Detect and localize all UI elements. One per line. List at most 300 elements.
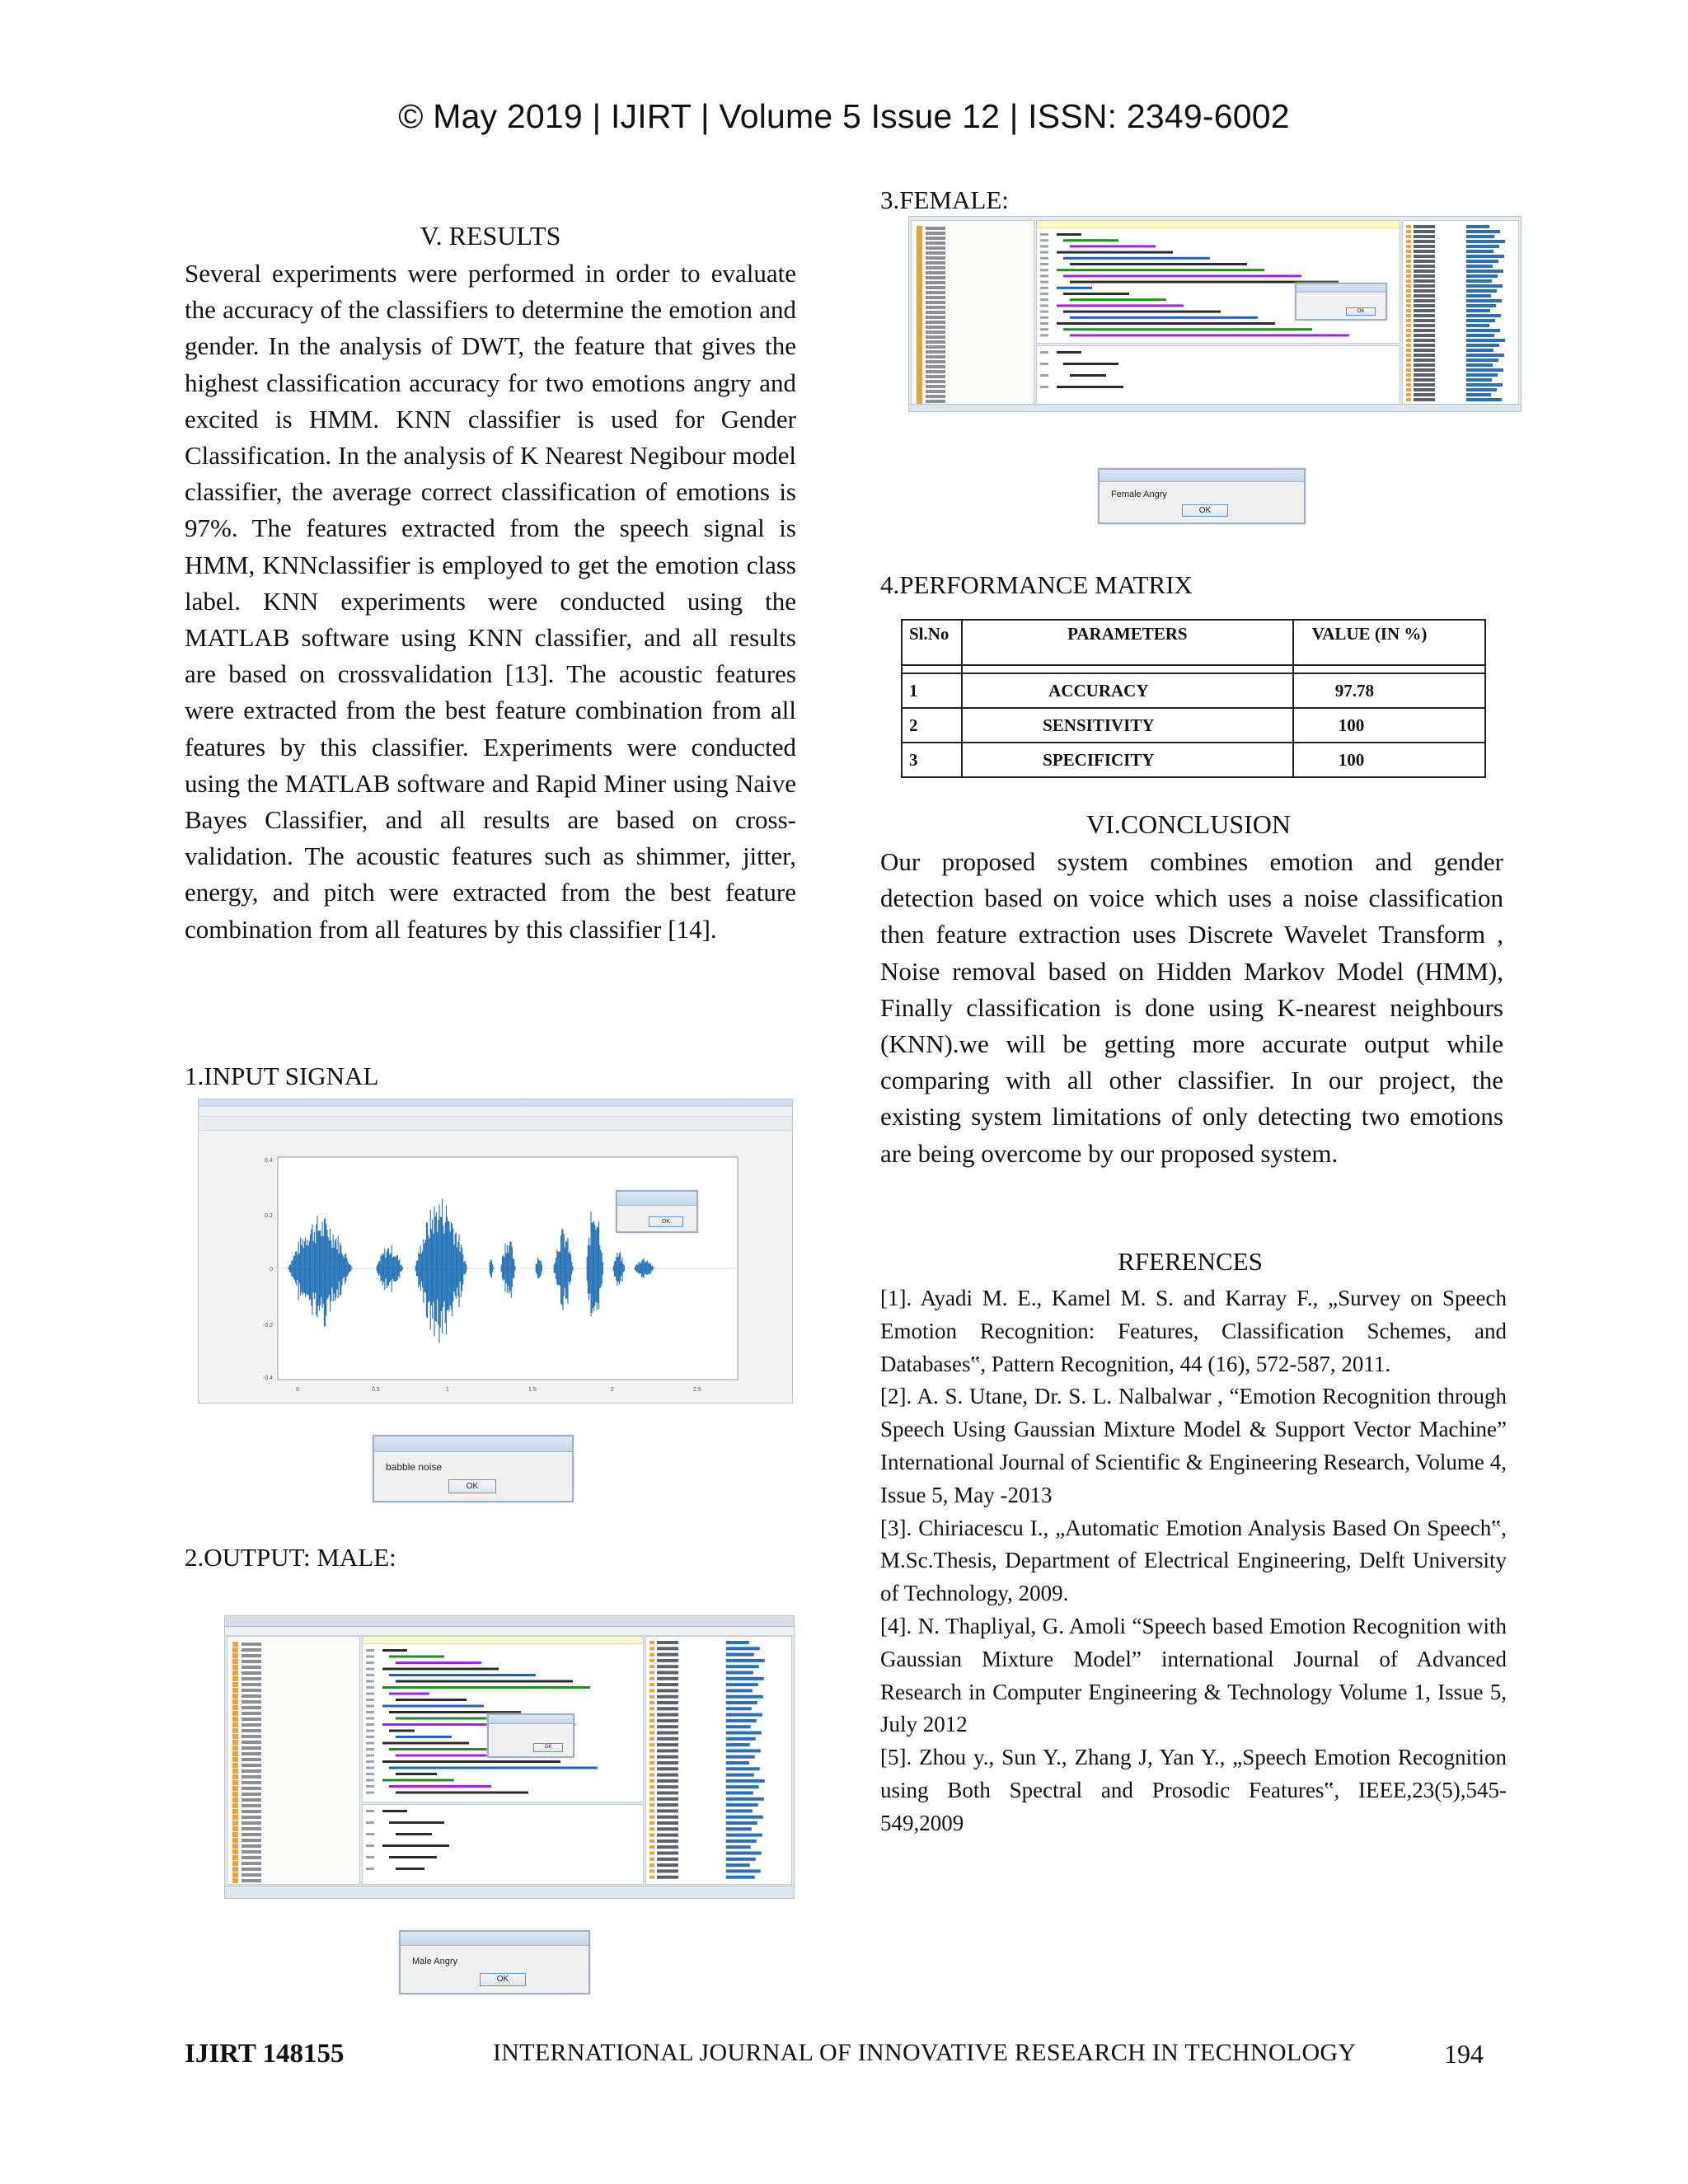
line-number — [366, 1711, 374, 1713]
file-icon — [917, 354, 922, 359]
file-name — [926, 276, 945, 279]
file-name — [241, 1827, 261, 1830]
var-name — [657, 1755, 678, 1759]
file-name — [926, 266, 945, 269]
file-name — [926, 340, 945, 344]
line-number — [366, 1661, 374, 1664]
file-icon — [917, 226, 922, 231]
ok-button[interactable]: OK — [480, 1973, 526, 1986]
var-icon — [1406, 225, 1411, 228]
code-line — [1063, 293, 1129, 295]
file-name — [926, 256, 945, 260]
var-icon — [1406, 314, 1411, 317]
code-line — [1063, 328, 1312, 330]
workspace-panel — [646, 1637, 791, 1884]
input-signal-label: 1.INPUT SIGNAL — [185, 1062, 379, 1090]
file-icon — [232, 1728, 238, 1733]
var-name — [1414, 284, 1435, 288]
var-icon — [649, 1779, 654, 1783]
var-value — [726, 1785, 759, 1788]
var-name — [1414, 368, 1435, 372]
var-value — [1466, 240, 1505, 243]
code-line — [1057, 269, 1264, 271]
file-icon — [232, 1676, 238, 1681]
var-value — [1466, 378, 1492, 382]
svg-text:0: 0 — [270, 1267, 273, 1272]
var-name — [1414, 299, 1435, 302]
svg-text:0.5: 0.5 — [372, 1387, 380, 1393]
var-icon — [649, 1749, 654, 1752]
file-icon — [232, 1821, 238, 1825]
reference-item: [4]. N. Thapliyal, G. Amoli “Speech based Emotion Recognition with Gaussian Mixture Model” international Journal of Advanced Research in Computer Engineering & Technology Volume 1, Issue 5, July 2012 — [880, 1613, 1507, 1737]
code-line — [389, 1767, 598, 1769]
file-name — [926, 345, 945, 349]
var-name — [1414, 383, 1435, 387]
code-line — [382, 1649, 407, 1652]
file-icon — [232, 1792, 238, 1797]
code-line — [396, 1736, 452, 1738]
line-number — [1040, 251, 1048, 254]
file-name — [241, 1729, 261, 1732]
file-name — [241, 1723, 261, 1727]
var-name — [657, 1677, 678, 1680]
var-icon — [1406, 309, 1411, 312]
var-name — [1414, 378, 1435, 382]
file-name — [241, 1781, 261, 1784]
line-number — [366, 1748, 374, 1750]
svg-text:0.2: 0.2 — [265, 1213, 273, 1219]
file-icon — [917, 300, 922, 305]
line-number — [366, 1705, 374, 1708]
var-name — [657, 1732, 678, 1735]
var-name — [657, 1695, 678, 1699]
file-icon — [232, 1769, 238, 1774]
file-name — [926, 390, 945, 393]
line-number — [1040, 281, 1048, 284]
line-number — [1040, 334, 1048, 336]
var-icon — [649, 1816, 654, 1819]
file-name — [241, 1666, 261, 1669]
file-icon — [232, 1688, 238, 1693]
file-name — [241, 1718, 261, 1721]
var-value — [1466, 383, 1503, 387]
var-name — [657, 1749, 678, 1752]
var-icon — [649, 1863, 654, 1867]
row-value: 100 — [1293, 708, 1485, 743]
code-line — [1063, 239, 1118, 241]
file-name — [241, 1671, 261, 1675]
file-name — [241, 1700, 261, 1704]
line-number — [1040, 328, 1048, 330]
line-number — [1040, 311, 1048, 313]
file-name — [926, 316, 945, 319]
file-name — [926, 246, 945, 250]
file-icon — [232, 1659, 238, 1664]
row-value: 100 — [1293, 743, 1485, 777]
var-name — [657, 1647, 678, 1650]
var-value — [1466, 279, 1492, 283]
code-line — [1057, 233, 1081, 236]
table-row — [902, 743, 1485, 777]
line-number — [366, 1668, 374, 1671]
var-icon — [649, 1732, 654, 1735]
var-name — [1414, 255, 1435, 258]
var-value — [726, 1845, 751, 1849]
var-name — [1414, 344, 1435, 347]
file-icon — [917, 369, 922, 374]
svg-text:2.5: 2.5 — [693, 1387, 701, 1393]
var-value — [726, 1743, 750, 1746]
code-line — [396, 1699, 467, 1701]
var-icon — [649, 1707, 654, 1710]
babble-noise-dialog — [373, 1435, 574, 1502]
file-name — [926, 237, 945, 240]
var-value — [1466, 284, 1503, 288]
var-name — [657, 1785, 678, 1788]
var-name — [657, 1689, 678, 1692]
var-value — [726, 1797, 764, 1801]
file-icon — [232, 1838, 238, 1843]
line-number — [366, 1810, 374, 1812]
svg-text:0: 0 — [296, 1387, 299, 1393]
var-icon — [1406, 284, 1411, 288]
code-line — [396, 1773, 437, 1775]
file-icon — [232, 1711, 238, 1716]
var-value — [726, 1701, 757, 1704]
var-icon — [649, 1827, 654, 1830]
line-number — [1040, 316, 1048, 319]
ok-button[interactable]: OK — [1182, 504, 1228, 517]
row-slno: 2 — [902, 708, 962, 743]
file-icon — [232, 1740, 238, 1745]
file-name — [926, 227, 945, 230]
var-value — [726, 1803, 758, 1807]
conclusion-paragraph: Our proposed system combines emotion and gender detection based on voice which uses a noise classification then feature extraction uses Discrete Wavelet Transform , Noise removal based on Hidden Markov Model (HMM), Finally classification is done using K-nearest neighbours (KNN).we will be getting more accurate output while comparing with all other classifier. In our project, the existing system limitations of only detecting two emotions are being overcome by our proposed system. — [880, 847, 1503, 1168]
var-name — [1414, 354, 1435, 357]
file-name — [926, 291, 945, 294]
line-number — [366, 1868, 374, 1870]
code-line — [1070, 263, 1247, 265]
code-line — [396, 1680, 573, 1683]
svg-text:0.4: 0.4 — [265, 1158, 273, 1164]
code-line — [389, 1856, 437, 1858]
file-icon — [232, 1780, 238, 1785]
file-name — [241, 1850, 261, 1854]
file-name — [926, 365, 945, 368]
performance-table — [901, 619, 1486, 778]
var-icon — [649, 1719, 654, 1722]
file-icon — [917, 349, 922, 354]
var-name — [657, 1840, 678, 1843]
var-icon — [1406, 235, 1411, 238]
header-parameters: PARAMETERS — [962, 620, 1293, 665]
file-icon — [917, 394, 922, 399]
line-number — [1040, 298, 1048, 301]
var-icon — [1406, 274, 1411, 278]
var-value — [726, 1737, 756, 1741]
file-name — [926, 286, 945, 289]
file-icon — [917, 325, 922, 330]
file-name — [241, 1694, 261, 1698]
row-slno: 3 — [902, 743, 962, 777]
var-name — [1414, 339, 1435, 342]
var-icon — [1406, 250, 1411, 253]
var-icon — [1406, 319, 1411, 322]
file-icon — [232, 1717, 238, 1722]
file-icon — [917, 335, 922, 340]
file-icon — [917, 359, 922, 364]
var-icon — [649, 1834, 654, 1837]
file-icon — [232, 1763, 238, 1768]
var-icon — [1406, 378, 1411, 382]
file-icon — [917, 310, 922, 315]
file-icon — [232, 1861, 238, 1866]
var-value — [1466, 314, 1501, 317]
file-name — [241, 1810, 261, 1813]
file-icon — [917, 285, 922, 290]
file-icon — [917, 315, 922, 320]
line-number — [366, 1718, 374, 1720]
code-line — [382, 1760, 560, 1763]
file-name — [241, 1764, 261, 1767]
small-result-dialog: OK — [1295, 283, 1387, 321]
code-line — [389, 1821, 444, 1824]
file-icon — [232, 1699, 238, 1704]
file-list-panel — [912, 221, 1034, 404]
var-value — [726, 1677, 764, 1680]
file-name — [241, 1648, 261, 1652]
var-icon — [649, 1845, 654, 1849]
var-name — [1414, 334, 1435, 337]
var-icon — [1406, 265, 1411, 268]
var-name — [657, 1659, 678, 1662]
var-value — [1466, 255, 1504, 258]
file-name — [926, 360, 945, 363]
line-number — [1040, 239, 1048, 241]
code-line — [1070, 245, 1156, 247]
file-icon — [232, 1757, 238, 1762]
var-value — [726, 1852, 762, 1855]
var-value — [1466, 393, 1491, 396]
var-value — [1466, 344, 1499, 347]
line-number — [366, 1844, 374, 1847]
file-name — [241, 1677, 261, 1680]
code-line — [1070, 334, 1349, 336]
var-name — [1414, 329, 1435, 332]
code-line — [1057, 304, 1184, 307]
var-value — [726, 1671, 753, 1675]
var-value — [1466, 289, 1497, 293]
code-line — [396, 1833, 432, 1835]
file-name — [926, 380, 945, 383]
var-name — [1414, 398, 1435, 401]
file-name — [241, 1868, 261, 1871]
file-name — [926, 375, 945, 378]
file-name — [241, 1752, 261, 1755]
file-name — [926, 232, 945, 235]
file-name — [926, 321, 945, 324]
file-name — [241, 1856, 261, 1859]
line-number — [366, 1680, 374, 1683]
var-name — [1414, 250, 1435, 253]
line-number — [366, 1856, 374, 1858]
file-icon — [232, 1694, 238, 1699]
var-icon — [649, 1659, 654, 1662]
var-icon — [1406, 269, 1411, 273]
header-slno: Sl.No — [902, 620, 962, 665]
var-name — [657, 1671, 678, 1675]
file-list-panel — [227, 1637, 359, 1884]
file-icon — [232, 1751, 238, 1756]
results-paragraph: Several experiments were performed in order to evaluate the accuracy of the classifiers to determine the emotion and gender. In the analysis of DWT, the feature that gives the highest classification accuracy for two emotions angry and excited is HMM. KNN classifier is used for Gender Classification. In the analysis of K Nearest Negibour model classifier, the average correct classification of emotions is 97%. The features extracted from the speech signal is HMM, KNNclassifier is employed to get the emotion class label. KNN experiments were conducted using the MATLAB software using KNN classifier, and all results are based on crossvalidation [13]. The acoustic features were extracted from the best feature combination from all features by this classifier. Experiments were conducted using the MATLAB software and Rapid Miner using Naive Bayes Classifier, and all results are based on cross-validation. The acoustic features such as shimmer, jitter, energy, and pitch were extracted from the best feature combination from all features by this classifier [14]. — [185, 259, 796, 944]
var-name — [1414, 363, 1435, 367]
reference-item: [1]. Ayadi M. E., Kamel M. S. and Karray F., „Survey on Speech Emotion Recognition: Features, Classification Schemes, and Databases‟, Pattern Recognition, 44 (16), 572-587, 2011. — [880, 1286, 1507, 1376]
line-number — [1040, 386, 1048, 388]
file-icon — [232, 1855, 238, 1860]
var-name — [657, 1852, 678, 1855]
file-name — [241, 1758, 261, 1761]
var-name — [657, 1725, 678, 1728]
var-icon — [1406, 354, 1411, 357]
file-icon — [917, 379, 922, 384]
var-value — [726, 1834, 762, 1837]
var-value — [1466, 354, 1504, 357]
var-name — [657, 1701, 678, 1704]
code-line — [1070, 316, 1258, 319]
file-icon — [232, 1786, 238, 1791]
file-name — [926, 311, 945, 314]
file-name — [241, 1862, 261, 1865]
var-icon — [649, 1653, 654, 1657]
line-number — [1040, 374, 1048, 377]
code-line — [389, 1656, 444, 1658]
file-name — [241, 1746, 261, 1750]
line-number — [366, 1767, 374, 1769]
var-value — [726, 1761, 749, 1765]
header-value: VALUE (IN %) — [1293, 620, 1485, 665]
var-icon — [1406, 398, 1411, 401]
code-line — [1057, 251, 1173, 254]
footer-journal-name: INTERNATIONAL JOURNAL OF INNOVATIVE RESEARCH IN TECHNOLOGY — [493, 2039, 1357, 2066]
var-icon — [649, 1701, 654, 1704]
var-icon — [649, 1785, 654, 1788]
file-icon — [917, 280, 922, 285]
var-name — [1414, 349, 1435, 352]
var-name — [657, 1803, 678, 1807]
var-icon — [649, 1840, 654, 1843]
var-name — [657, 1743, 678, 1746]
file-name — [241, 1793, 261, 1796]
file-name — [241, 1689, 261, 1692]
var-name — [657, 1858, 678, 1861]
file-name — [926, 370, 945, 373]
file-icon — [917, 231, 922, 236]
var-icon — [649, 1858, 654, 1861]
file-icon — [917, 389, 922, 394]
file-icon — [232, 1642, 238, 1647]
file-icon — [917, 265, 922, 270]
var-value — [726, 1749, 761, 1752]
file-icon — [232, 1653, 238, 1658]
results-heading: V. RESULTS — [420, 221, 561, 251]
var-name — [1414, 260, 1435, 263]
var-value — [726, 1809, 753, 1812]
command-window-panel — [1037, 346, 1400, 404]
var-name — [1414, 235, 1435, 238]
code-line — [382, 1705, 484, 1708]
var-value — [726, 1779, 765, 1783]
file-name — [241, 1879, 261, 1882]
var-value — [726, 1641, 749, 1644]
var-name — [657, 1774, 678, 1777]
file-icon — [917, 255, 922, 260]
var-icon — [1406, 368, 1411, 372]
row-value: 97.78 — [1293, 673, 1485, 708]
var-icon — [649, 1683, 654, 1686]
var-value — [1466, 274, 1498, 278]
var-icon — [649, 1743, 654, 1746]
var-name — [657, 1792, 678, 1795]
file-name — [241, 1643, 261, 1646]
code-line — [1063, 257, 1210, 260]
file-name — [241, 1683, 261, 1686]
var-name — [657, 1779, 678, 1783]
var-value — [1466, 309, 1490, 312]
code-line — [1070, 374, 1106, 377]
var-name — [1414, 319, 1435, 322]
var-value — [726, 1719, 757, 1722]
file-name — [926, 301, 945, 304]
var-value — [726, 1689, 753, 1692]
var-name — [1414, 230, 1435, 233]
var-value — [1466, 294, 1491, 298]
var-icon — [1406, 344, 1411, 347]
var-icon — [649, 1797, 654, 1801]
var-icon — [1406, 363, 1411, 367]
reference-item: [5]. Zhou y., Sun Y., Zhang J, Yan Y., „Speech Emotion Recognition using Both Spectral and Prosodic Features‟, IEEE,23(5),545-549,2009 — [880, 1745, 1507, 1835]
line-number — [366, 1693, 374, 1695]
var-icon — [1406, 260, 1411, 263]
line-number — [366, 1699, 374, 1701]
table-row — [902, 708, 1485, 743]
var-icon — [649, 1809, 654, 1812]
var-name — [657, 1683, 678, 1686]
line-number — [366, 1730, 374, 1732]
var-icon — [1406, 230, 1411, 233]
var-value — [1466, 269, 1503, 273]
file-icon — [917, 330, 922, 335]
file-name — [241, 1804, 261, 1807]
code-line — [1057, 322, 1275, 325]
var-value — [726, 1767, 760, 1770]
file-icon — [917, 374, 922, 379]
file-icon — [232, 1774, 238, 1779]
code-line — [1057, 351, 1081, 354]
ok-button[interactable]: OK — [448, 1479, 496, 1493]
var-value — [1466, 304, 1496, 307]
file-icon — [232, 1705, 238, 1710]
file-name — [241, 1741, 261, 1744]
file-icon — [232, 1849, 238, 1854]
waveform-plot — [199, 1129, 792, 1403]
var-icon — [649, 1852, 654, 1855]
var-name — [657, 1797, 678, 1801]
footer-paper-id: IJIRT 148155 — [185, 2039, 345, 2069]
var-value — [726, 1725, 751, 1728]
var-value — [726, 1863, 750, 1867]
var-icon — [649, 1755, 654, 1759]
line-number — [1040, 304, 1048, 307]
